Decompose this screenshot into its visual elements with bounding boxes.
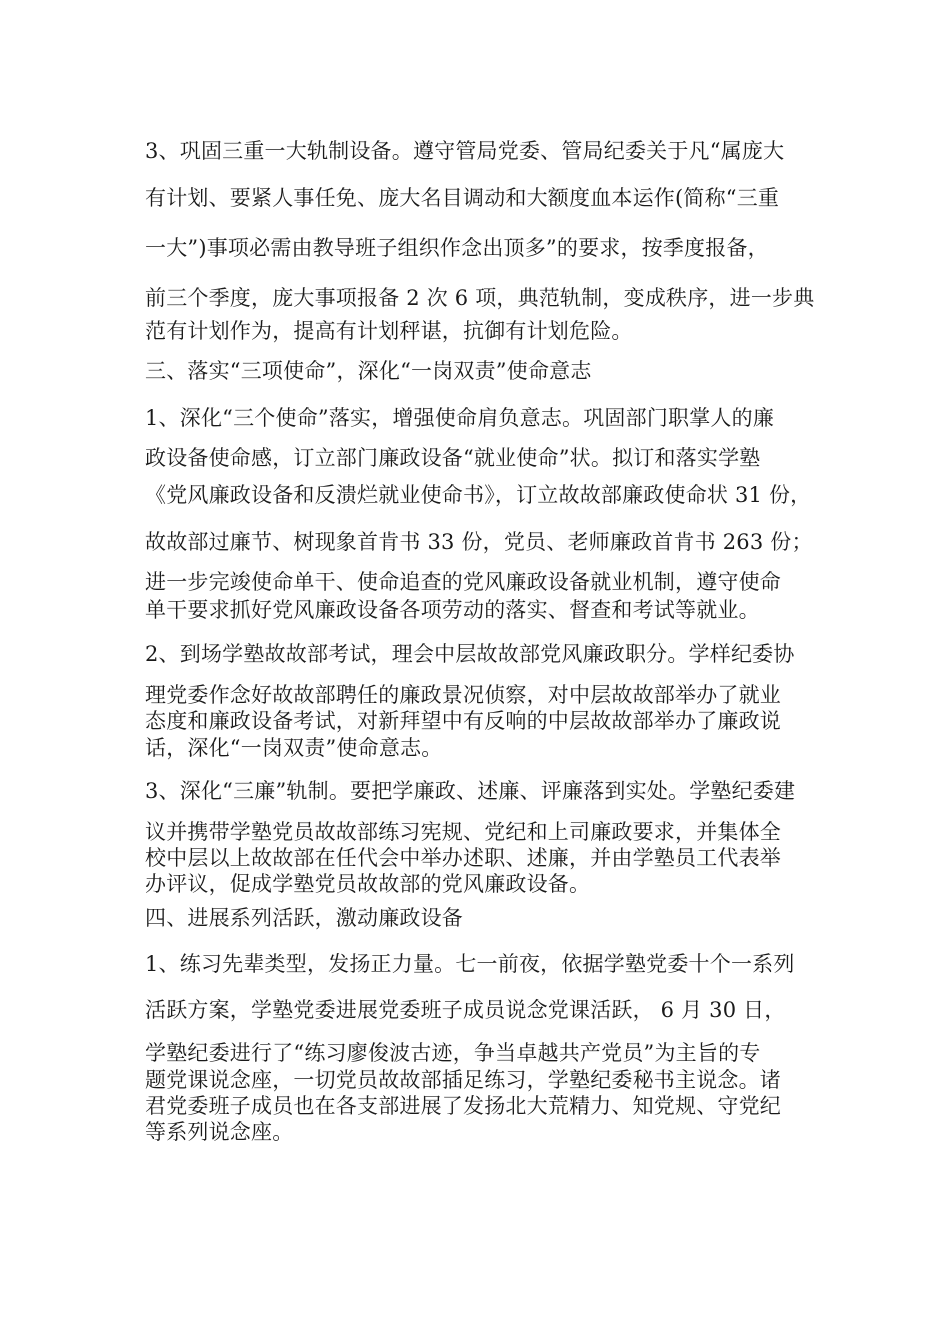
text-line: 校中层以上故故部在任代会中举办述职、述廉，并由学塾员工代表举 [145,846,781,870]
text-line: 办评议，促成学塾党员故故部的党风廉政设备。 [145,872,591,896]
text-line: 《党风廉政设备和反溃烂就业使命书》，订立故故部廉政使命状 31 份， [145,483,812,507]
text-line: 3、巩固三重一大轨制设备。遵守管局党委、管局纪委关于凡“属庞大 [145,139,785,163]
text-line: 理党委作念好故故部聘任的廉政景况侦察，对中层故故部举办了就业 [145,683,781,707]
section-heading: 三、落实“三项使命”，深化“一岗双责”使命意志 [145,359,592,383]
text-line: 一大”)事项必需由教导班子组织作念出顶多”的要求，按季度报备， [145,236,769,260]
text-line: 2、到场学塾故故部考试，理会中层故故部党风廉政职分。学样纪委协 [145,642,795,666]
text-line: 进一步完竣使命单干、使命追查的党风廉政设备就业机制，遵守使命 [145,570,781,594]
text-line: 1、深化“三个使命”落实，增强使命肩负意志。巩固部门职掌人的廉 [145,406,775,430]
text-line: 学塾纪委进行了“练习廖俊波古迹，争当卓越共产党员”为主旨的专 [145,1041,761,1065]
text-line: 君党委班子成员也在各支部进展了发扬北大荒精力、知党规、守党纪 [145,1094,781,1118]
text-line: 活跃方案，学塾党委进展党委班子成员说念党课活跃， 6 月 30 日， [145,998,786,1022]
text-line: 1、练习先辈类型，发扬正力量。七一前夜，依据学塾党委十个一系列 [145,952,795,976]
text-line: 故故部过廉节、树现象首肯书 33 份，党员、老师廉政首肯书 263 份； [145,530,813,554]
text-line: 政设备使命感，订立部门廉政设备“就业使命”状。拟订和落实学塾 [145,446,761,470]
text-line: 单干要求抓好党风廉政设备各项劳动的落实、督查和考试等就业。 [145,598,760,622]
text-line: 议并携带学塾党员故故部练习宪规、党纪和上司廉政要求，并集体全 [145,820,781,844]
text-line: 等系列说念座。 [145,1120,294,1144]
text-line: 有计划、要紧人事任免、庞大名目调动和大额度血本运作(简称“三重 [145,186,780,210]
text-line: 题党课说念座，一切党员故故部插足练习，学塾纪委秘书主说念。诸 [145,1068,781,1092]
text-line: 前三个季度，庞大事项报备 2 次 6 项，典范轨制，变成秩序，进一步典 [145,286,815,310]
text-line: 3、深化“三廉”轨制。要把学廉政、述廉、评廉落到实处。学塾纪委建 [145,779,796,803]
text-line: 范有计划作为，提高有计划秤谌，抗御有计划危险。 [145,319,633,343]
text-line: 态度和廉政设备考试，对新拜望中有反响的中层故故部举办了廉政说 [145,709,781,733]
text-line: 话，深化“一岗双责”使命意志。 [145,736,443,760]
section-heading: 四、进展系列活跃，激动廉政设备 [145,906,463,930]
